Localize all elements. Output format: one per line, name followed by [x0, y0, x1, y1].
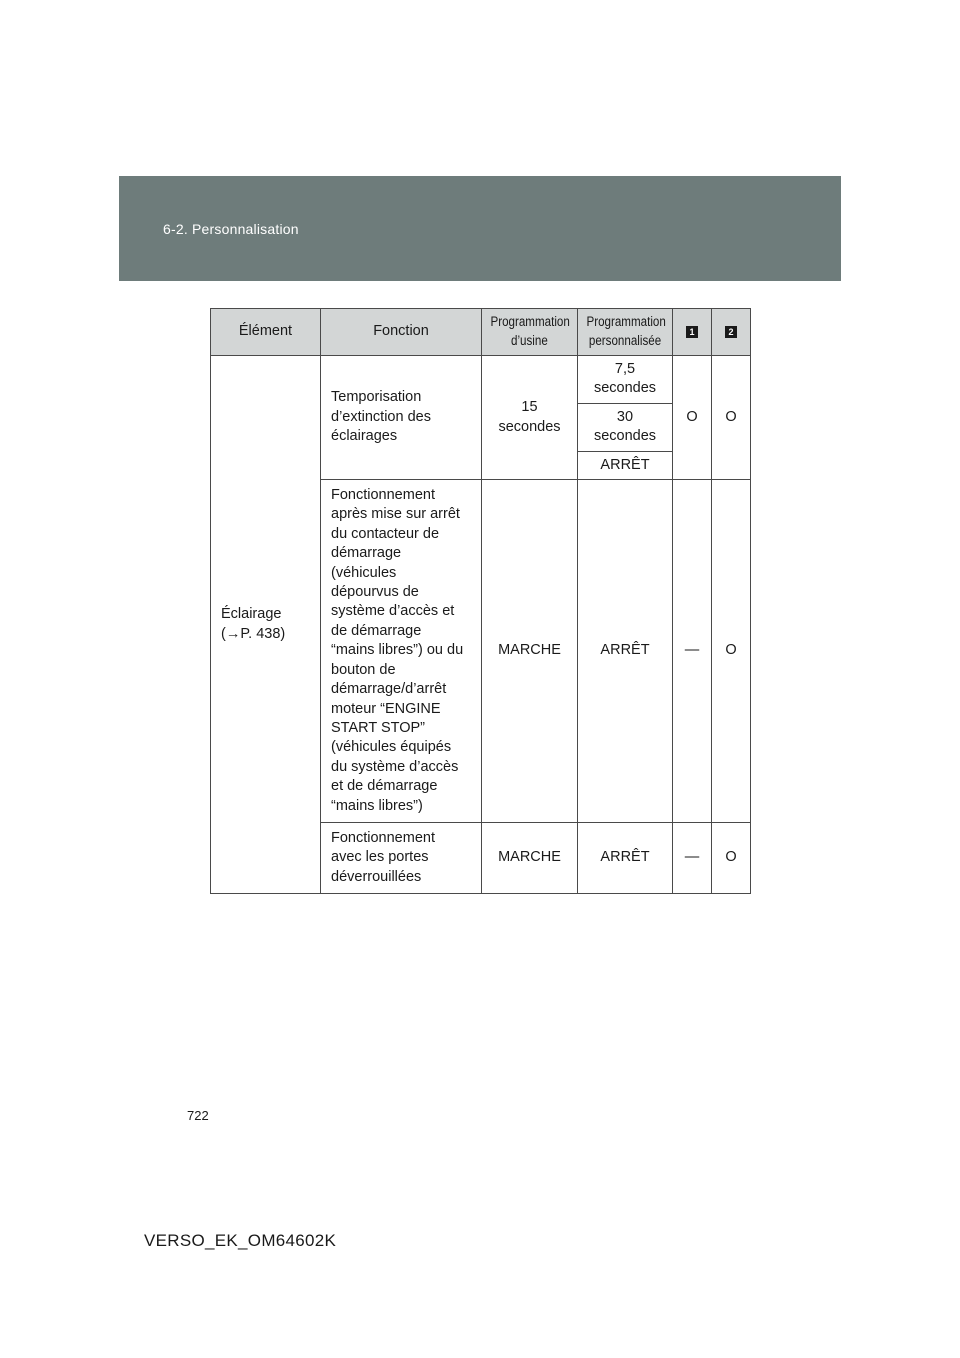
page-number: 722: [187, 1108, 209, 1123]
table-row: [211, 356, 751, 404]
col2-cell: O: [712, 822, 751, 893]
function-cell: Fonctionnement après mise sur arrêt du contacteur de démarrage (véhicules dépourvus de système d’accès et de démarrage “mains libres”) ou du bouton de démarrage/d’arrêt moteur “ENGINE START STOP” (véhicules équipés du système d’accès et de démarrage “mains libres”): [321, 480, 482, 823]
element-cell: Éclairage (→P. 438): [211, 356, 321, 894]
col1-cell: O: [673, 356, 712, 480]
section-title: 6-2. Personnalisation: [163, 221, 299, 237]
factory-cell: 15 secondes: [482, 356, 578, 480]
header-factory-line1: Programmation: [490, 313, 570, 329]
custom-cell: ARRÊT: [578, 480, 673, 823]
header-col-1: [673, 309, 712, 356]
col1-cell: —: [673, 822, 712, 893]
header-custom-line2: personnalisée: [588, 333, 662, 348]
header-custom-line1: Programmation: [586, 313, 666, 329]
custom-cell: ARRÊT: [578, 822, 673, 893]
header-factory-line2: d’usine: [511, 333, 548, 348]
header-element: Élément: [211, 309, 321, 356]
header-factory-setting: [482, 309, 578, 356]
header-custom-setting: [578, 309, 673, 356]
custom-option-cell: 7,5 secondes: [578, 356, 673, 404]
header-col-2: [712, 309, 751, 356]
document-code: VERSO_EK_OM64602K: [144, 1231, 337, 1250]
factory-cell: MARCHE: [482, 480, 578, 823]
col2-cell: O: [712, 356, 751, 480]
number-2-badge: 2: [725, 326, 737, 338]
col2-cell: O: [712, 480, 751, 823]
function-cell: Temporisation d’extinction des éclairages: [321, 356, 482, 480]
customization-table: [210, 308, 751, 894]
custom-option-cell: ARRÊT: [578, 451, 673, 479]
number-1-badge: 1: [686, 326, 698, 338]
col1-cell: —: [673, 480, 712, 823]
table-header-row: [211, 309, 751, 356]
custom-option-cell: 30 secondes: [578, 403, 673, 451]
function-cell: Fonctionnement avec les portes déverrouillées: [321, 822, 482, 893]
header-function: Fonction: [321, 309, 482, 356]
section-header: [119, 176, 841, 281]
factory-cell: MARCHE: [482, 822, 578, 893]
